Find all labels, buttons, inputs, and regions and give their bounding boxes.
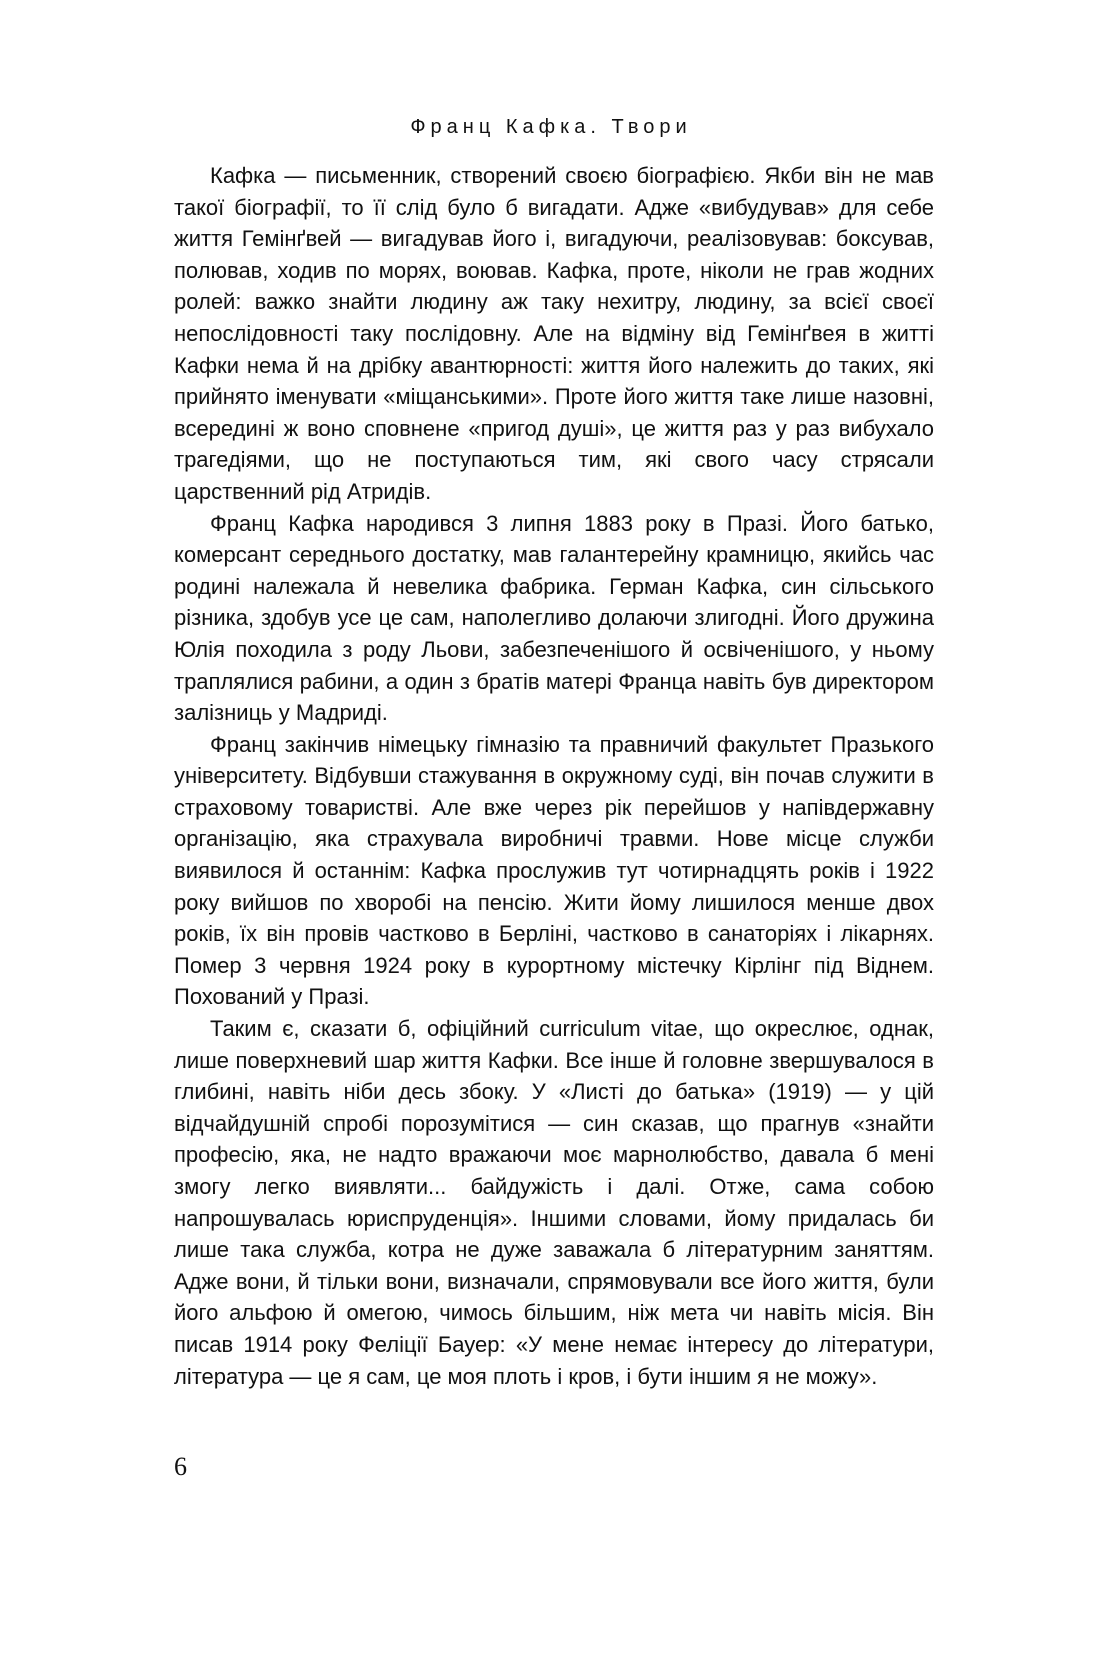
page-number: 6 <box>174 1452 187 1481</box>
paragraph-4: Таким є, сказати б, офіційний curriculum vitae, що окреслює, однак, лише поверхневий шар життя Кафки. Все інше й головне звершувалося в глибині, навіть ніби десь збоку. У «Листі до батька» (1919) — у цій відчайдушній спробі порозумітися — син сказав, що прагнув «знайти професію, яка, не надто вражаючи моє марнолюбство, давала б мені змогу легко виявляти... байдужість і далі. Отже, сама собою напрошувалась юриспруденція». Іншими словами, йому придалась би лише така служба, котра не дуже заважала б літературним заняттям. Адже вони, й тільки вони, визначали, спрямовували все його життя, були його альфою й омегою, чимось більшим, ніж мета чи навіть місія. Він писав 1914 року Феліції Бауер: «У мене немає інтересу до літератури, література — це я сам, це моя плоть і кров, і бути іншим я не можу». <box>174 1016 934 1389</box>
paragraph-1: Кафка — письменник, створений своєю біографією. Якби він не мав такої біографії, то її слід було б вигадати. Адже «вибудував» для себе життя Гемінґвей — вигадував його і, вигадуючи, реалізовував: боксував, полював, ходив по морях, воював. Кафка, проте, ніколи не грав жодних ролей: важко знайти людину аж таку нехитру, людину, за всієї своєї непослідовності таку послідовну. Але на відміну від Гемінґвея в житті Кафки нема й на дрібку авантюрності: життя його належить до таких, які прийнято іменувати «міщанськими». Проте його життя таке лише назовні, всередині ж воно сповнене «пригод душі», це життя раз у раз вибухало трагедіями, що не поступаються тим, які свого часу стрясали царственний рід Атридів. <box>174 163 934 504</box>
running-header-title: Франц Кафка. Твори <box>410 116 692 138</box>
body-text <box>174 160 934 1392</box>
paragraph-3: Франц закінчив німецьку гімназію та правничий факультет Празького університету. Відбувши стажування в окружному суді, він почав служити в страховому товаристві. Але вже через рік перейшов у напівдержавну організацію, яка страхувала виробничі травми. Нове місце служби виявилося й останнім: Кафка прослужив тут чотирнадцять років і 1922 року вийшов по хворобі на пенсію. Жити йому лишилося менше двох років, їх він провів частково в Берліні, частково в санаторіях і лікарнях. Помер 3 червня 1924 року в курортному містечку Кірлінг під Віднем. Похований у Празі. <box>174 731 934 1010</box>
paragraph-2: Франц Кафка народився 3 липня 1883 року в Празі. Його батько, комерсант середнього достатку, мав галантерейну крамницю, якийсь час родині належала й невелика фабрика. Герман Кафка, син сільського різника, здобув усе це сам, наполегливо долаючи злигодні. Його дружина Юлія походила з роду Льови, забезпеченішого й освіченішого, у ньому траплялися рабини, а один з братів матері Франца навіть був директором залізниць у Мадриді. <box>174 510 934 726</box>
